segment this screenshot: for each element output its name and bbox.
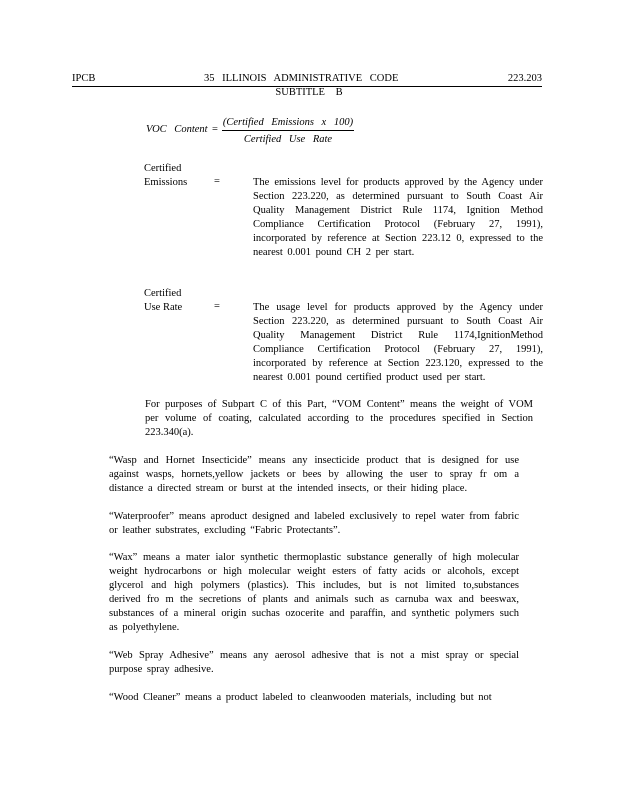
page-header	[72, 72, 542, 87]
header-subtitle: SUBTITLE B	[275, 87, 343, 98]
definition-term-certified-use-rate	[144, 287, 182, 315]
definition-equals: =	[214, 301, 220, 312]
definition-paragraph: “Waterproofer” means aproduct designed and labeled exclusively to repel water from fabric or leather substrates, excluding “Fabric Protectants”.	[109, 511, 519, 536]
formula-label: VOC Content	[146, 124, 208, 135]
formula-numerator: (Certified Emissions x 100)	[222, 116, 354, 131]
term-line: Certified	[144, 163, 182, 174]
vom-content-paragraph: For purposes of Subpart C of this Part, “VOM Content” means the weight of VOM per volume of coating, calculated according to the procedures specified in Section 223.340(a).	[145, 399, 533, 438]
header-agency: IPCB	[72, 73, 96, 84]
formula-denominator: Certified Use Rate	[243, 134, 333, 145]
definition-term-certified-emissions	[144, 162, 187, 190]
term-line: Emissions	[144, 177, 188, 188]
definition-paragraph: “Wasp and Hornet Insecticide” means any insecticide product that is designed for use against wasps, hornets,yellow jackets or bees by allowing the user to spray fr om a distance a directed stream or burst at the intended insects, or their hiding place.	[109, 455, 519, 494]
term-line: Use Rate	[144, 302, 183, 313]
definition-paragraph: “Wax” means a mater ialor synthetic thermoplastic substance generally of high molecular weight hydrocarbons or high molecular weight esters of fatty acids or alcohols, except glycerol and high polymers (plastics). This includes, but is not limited to,substances derived fro m the secretions of plants and animals such as carnuba wax and beeswax, substances of a mineral origin suchas ozocerite and paraffin, and synthetic polymers such as polyethylene.	[109, 552, 519, 633]
formula-equals: =	[212, 124, 218, 135]
definition-paragraph: “Wood Cleaner” means a product labeled to cleanwooden materials, including but not	[109, 692, 492, 703]
definition-paragraph: “Web Spray Adhesive” means any aerosol adhesive that is not a mist spray or special purpose spray adhesive.	[109, 650, 519, 675]
term-line: Certified	[144, 288, 182, 299]
definition-equals: =	[214, 176, 220, 187]
formula-fraction	[222, 116, 354, 146]
definition-text-certified-use-rate: The usage level for products approved by the Agency under Section 223.220, as determined pursuant to South Coast Air Quality Management District Rule 1174,IgnitionMethod Compliance Certification Protocol (February 27, 1991), incorporated by reference at Section 223.120, expressed to the nearest 0.001 pound certified product used per start.	[253, 302, 543, 383]
header-section-number: 223.203	[507, 73, 542, 84]
definition-text-certified-emissions: The emissions level for products approved by the Agency under Section 223.220, as determined pursuant to South Coast Air Quality Management District Rule 1174, Ignition Method Compliance Certification Protocol (February 27, 1991), incorporated by reference at Section 223.12 0, expressed to the nearest 0.001 pound CH 2 per start.	[253, 177, 543, 258]
header-code-title: 35 ILLINOIS ADMINISTRATIVE CODE	[204, 73, 399, 84]
